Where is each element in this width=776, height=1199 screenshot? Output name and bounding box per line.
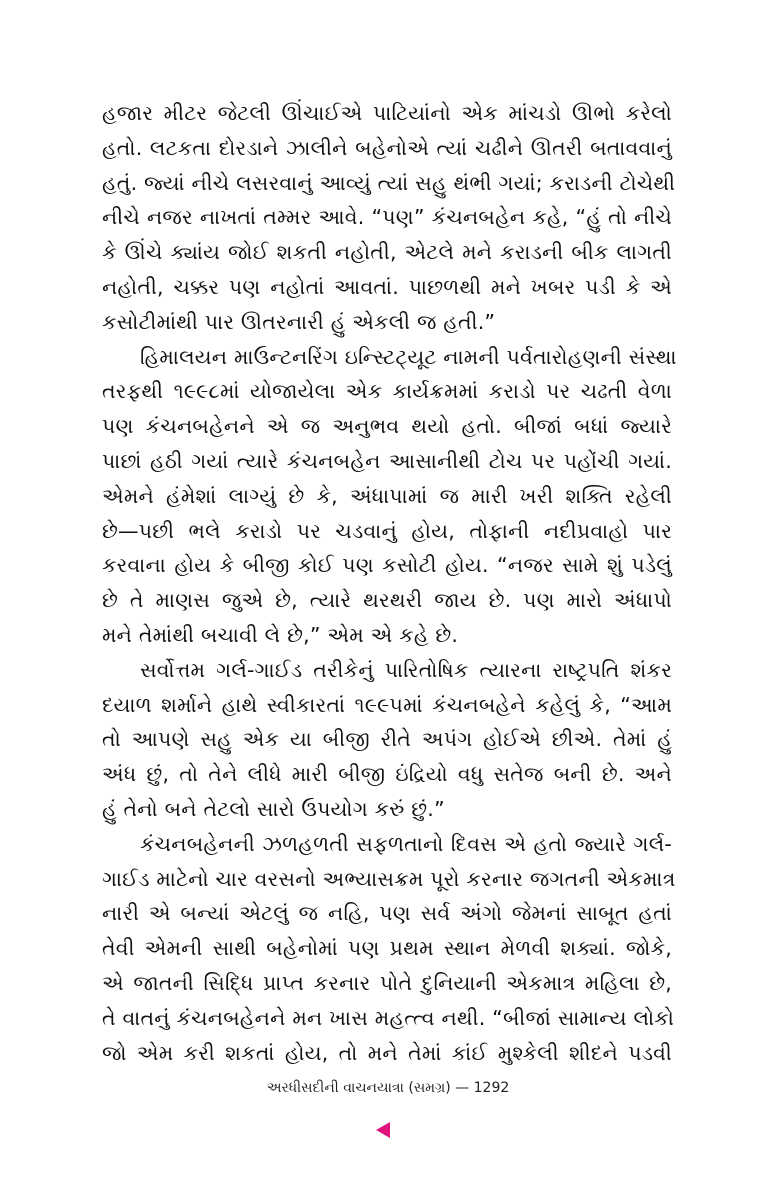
text-line: કરવાના હોય કે બીજી કોઈ પણ કસોટી હોય. “નજર સામે શું પડેલું: [102, 553, 672, 578]
text-line: કંચનબહેનની ઝળહળતી સફળતાનો દિવસ એ હતો જ્યારે ગર્લ-: [140, 831, 672, 856]
page-body: [102, 96, 677, 1070]
paragraph: [102, 96, 676, 340]
text-line: સર્વોત્તમ ગર્લ-ગાઈડ તરીકેનું પારિતોષિક ત્યારના રાષ્ટ્રપતિ શંકર: [140, 657, 672, 682]
text-line: એ જાતની સિદ્ધિ પ્રાપ્ત કરનાર પોતે દુનિયાની એકમાત્ર મહિલા છે,: [102, 970, 672, 995]
text-line: પાછાં હઠી ગયાં ત્યારે કંચનબહેન આસાનીથી ટોચ પર પહોંચી ગયાં.: [102, 448, 672, 473]
text-line: તો આપણે સહુ એક યા બીજી રીતે અપંગ હોઈએ છીએ. તેમાં હું: [102, 727, 672, 752]
text-line: હતો. લટકતા દોરડાને ઝાલીને બહેનોએ ત્યાં ચઢીને ઊતરી બતાવવાનું: [102, 135, 672, 160]
text-line: તેવી એમની સાથી બહેનોમાં પણ પ્રથમ સ્થાન મેળવી શક્યાં. જોકે,: [102, 936, 672, 961]
text-line: પણ કંચનબહેનને એ જ અનુભવ થયો હતો. બીજાં બધાં જ્યારે: [102, 414, 672, 439]
text-line: મને તેમાંથી બચાવી લે છે,” એમ એ કહે છે.: [102, 622, 459, 647]
text-line: નારી એ બન્યાં એટલું જ નહિ, પણ સર્વ અંગો જેમનાં સાબૂત હતાં: [102, 901, 672, 926]
page-footer: અરધીસદીની વાચનયાત્રા (સમગ્ર) — 1292: [266, 1080, 510, 1096]
text-line: તરફથી ૧૯૯૮માં યોજાયેલા એક કાર્યક્રમમાં કરાડો પર ચઢતી વેળા: [102, 379, 672, 404]
text-line: હતું. જ્યાં નીચે લસરવાનું આવ્યું ત્યાં સહુ થંભી ગયાં; કરાડની ટોચેથી: [102, 170, 676, 195]
text-line: અંધ છું, તો તેને લીધે મારી બીજી ઇંદ્રિયો વધુ સતેજ બની છે. અને: [102, 762, 672, 787]
text-line: ગાઈડ માટેનો ચાર વરસનો અભ્યાસક્રમ પૂરો કરનાર જગતની એકમાત્ર: [102, 866, 676, 891]
text-line: દયાળ શર્માને હાથે સ્વીકારતાં ૧૯૯૫માં કંચનબહેને કહેલું કે, “આમ: [102, 692, 672, 717]
text-line: કસોટીમાંથી પાર ઊતરનારી હું એકલી જ હતી.”: [102, 309, 496, 334]
text-line: હિમાલયન માઉન્ટનરિંગ ઇન્સ્ટિટ્યૂટ નામની પર્વતારોહણની સંસ્થા: [140, 344, 677, 369]
text-line: નહોતી, ચક્કર પણ નહોતાં આવતાં. પાછળથી મને ખબર પડી કે એ: [102, 274, 672, 299]
text-line: છે તે માણસ જુએ છે, ત્યારે થરથરી જાય છે. પણ મારો અંધાપો: [102, 588, 672, 613]
text-line: તે વાતનું કંચનબહેનને મન ખાસ મહત્ત્વ નથી. “બીજાં સામાન્ય લોકો: [102, 1005, 675, 1030]
paragraph: [102, 340, 677, 653]
text-line: કે ઊંચે ક્યાંય જોઈ શકતી નહોતી, એટલે મને કરાડની બીક લાગતી: [102, 240, 672, 265]
text-line: હું તેનો બને તેટલો સારો ઉપયોગ કરું છું.”: [102, 796, 445, 821]
text-line: નીચે નજર નાખતાં તમ્મર આવે. “પણ” કંચનબહેન કહે, “હું તો નીચે: [102, 205, 672, 230]
text-line: છે—પછી ભલે કરાડો પર ચડવાનું હોય, તોફાની નદીપ્રવાહો પાર: [102, 518, 672, 543]
paragraph: [102, 827, 676, 1071]
text-line: હજાર મીટર જેટલી ઊંચાઈએ પાટિયાંનો એક માંચડો ઊભો કરેલો: [102, 101, 672, 125]
previous-page-arrow-icon[interactable]: [376, 1122, 390, 1138]
text-line: જો એમ કરી શકતાં હોય, તો મને તેમાં કાંઈ મુશ્કેલી શીદને પડવી: [102, 1040, 672, 1065]
text-line: એમને હંમેશાં લાગ્યું છે કે, અંધાપામાં જ મારી ખરી શક્તિ રહેલી: [102, 483, 672, 508]
paragraph: [102, 653, 672, 827]
